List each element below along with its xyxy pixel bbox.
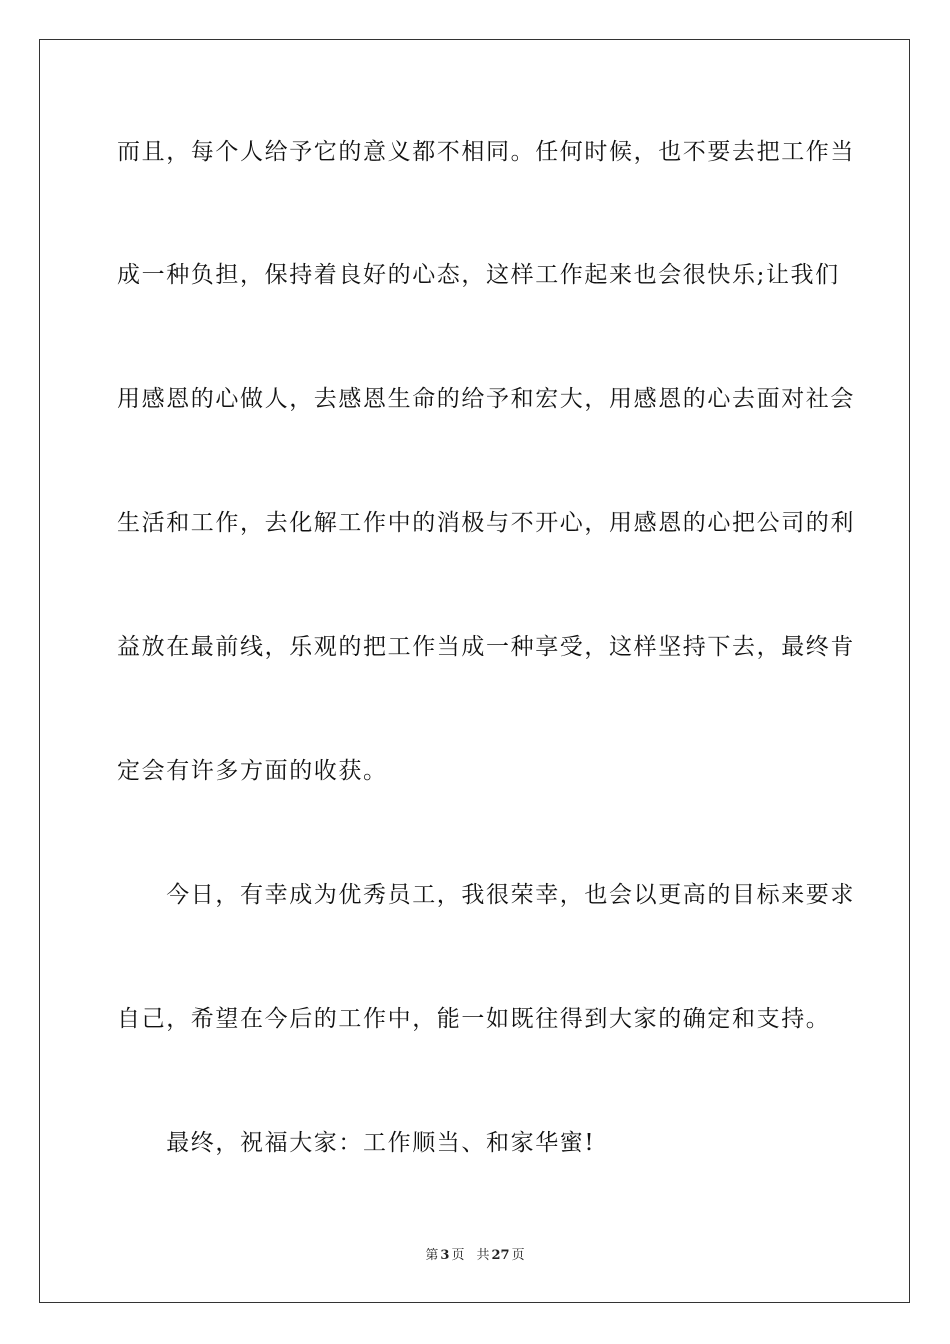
body-text-line: 用感恩的心做人，去感恩生命的给予和宏大，用感恩的心去面对社会 xyxy=(117,386,855,412)
body-text-line: 生活和工作，去化解工作中的消极与不开心，用感恩的心把公司的利 xyxy=(117,510,855,536)
body-text-line: 成一种负担，保持着良好的心态，这样工作起来也会很快乐;让我们 xyxy=(117,262,840,288)
body-text-line: 今日，有幸成为优秀员工，我很荣幸，也会以更高的目标来要求 xyxy=(117,882,855,908)
body-text-line: 定会有许多方面的收获。 xyxy=(117,758,388,784)
body-text-line: 益放在最前线，乐观的把工作当成一种享受，这样坚持下去，最终肯 xyxy=(117,634,855,660)
page-label-suffix: 页 xyxy=(451,1248,465,1263)
page-label-prefix: 第 xyxy=(425,1248,439,1263)
body-text-line: 而且，每个人给予它的意义都不相同。任何时候，也不要去把工作当 xyxy=(117,139,855,165)
body-text-line: 自己，希望在今后的工作中，能一如既往得到大家的确定和支持。 xyxy=(117,1006,831,1032)
page-number: 3 xyxy=(440,1248,450,1263)
page-frame xyxy=(39,39,910,1303)
page-footer xyxy=(0,1248,950,1264)
total-label-prefix: 共 xyxy=(476,1248,490,1263)
total-pages: 27 xyxy=(491,1248,510,1263)
body-text-line: 最终，祝福大家：工作顺当、和家华蜜! xyxy=(117,1130,596,1156)
total-label-suffix: 页 xyxy=(511,1248,525,1263)
